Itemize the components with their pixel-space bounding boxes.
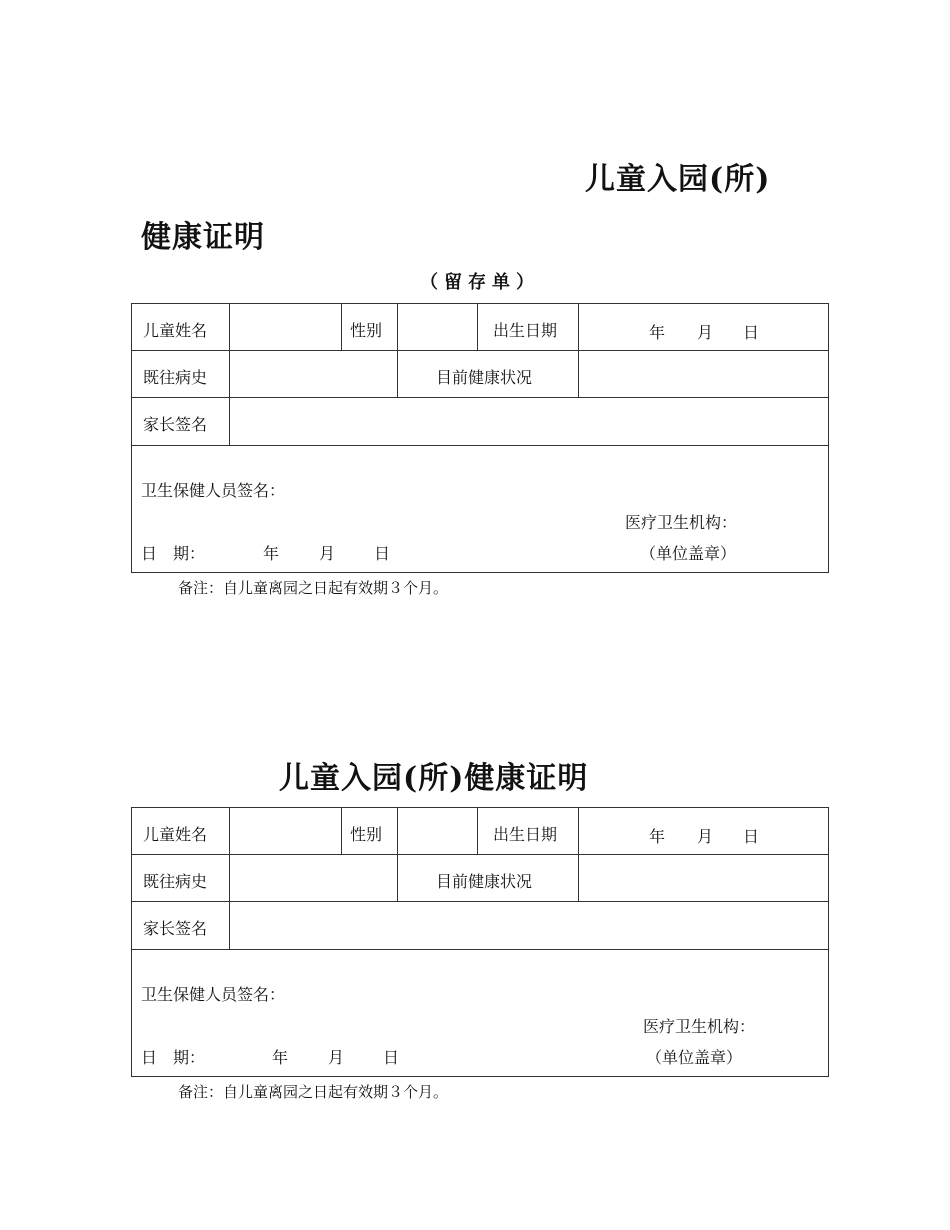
- current-health-label: 目前健康状况: [436, 368, 533, 387]
- stamp-label: （单位盖章）: [640, 544, 737, 563]
- date-year-unit: 年: [272, 1048, 289, 1067]
- date-month-unit: 月: [319, 544, 336, 563]
- col-divider: [578, 303, 579, 397]
- copy1-title-line1: 儿童入园(所): [585, 162, 771, 197]
- birth-day-unit: 日: [743, 827, 760, 846]
- medical-institution-label: 医疗卫生机构：: [625, 513, 738, 532]
- col-divider: [477, 303, 478, 350]
- date-label: 日 期：: [141, 1048, 206, 1067]
- row-divider: [131, 901, 829, 902]
- col-divider: [341, 807, 342, 854]
- date-day-unit: 日: [383, 1048, 400, 1067]
- col-divider: [341, 303, 342, 350]
- health-staff-signature-label: 卫生保健人员签名：: [141, 985, 286, 1004]
- birth-day-unit: 日: [743, 323, 760, 342]
- date-month-unit: 月: [328, 1048, 345, 1067]
- col-divider: [397, 854, 398, 901]
- date-day-unit: 日: [374, 544, 391, 563]
- row-divider: [131, 854, 829, 855]
- validity-note: 备注：自儿童离园之日起有效期３个月。: [178, 579, 449, 597]
- gender-label: 性别: [350, 825, 383, 844]
- date-year-unit: 年: [263, 544, 280, 563]
- birth-month-unit: 月: [697, 323, 714, 342]
- birth-year-unit: 年: [649, 827, 666, 846]
- copy2-title: 儿童入园(所)健康证明: [279, 761, 589, 796]
- child-name-label: 儿童姓名: [143, 321, 208, 340]
- row-divider: [131, 949, 829, 950]
- medical-institution-label: 医疗卫生机构：: [643, 1017, 756, 1036]
- row-divider: [131, 397, 829, 398]
- birth-year-unit: 年: [649, 323, 666, 342]
- copy1-subtitle: （留存单）: [420, 272, 540, 293]
- medical-history-label: 既往病史: [143, 368, 208, 387]
- parent-signature-label: 家长签名: [143, 919, 208, 938]
- current-health-label: 目前健康状况: [436, 872, 533, 891]
- row-divider: [131, 350, 829, 351]
- birth-date-label: 出生日期: [493, 321, 558, 340]
- col-divider: [229, 303, 230, 445]
- validity-note: 备注：自儿童离园之日起有效期３个月。: [178, 1083, 449, 1101]
- date-label: 日 期：: [141, 544, 206, 563]
- col-divider: [397, 303, 398, 350]
- col-divider: [477, 807, 478, 854]
- col-divider: [229, 807, 230, 949]
- medical-history-label: 既往病史: [143, 872, 208, 891]
- birth-month-unit: 月: [697, 827, 714, 846]
- child-name-label: 儿童姓名: [143, 825, 208, 844]
- col-divider: [578, 807, 579, 901]
- col-divider: [397, 807, 398, 854]
- birth-date-label: 出生日期: [493, 825, 558, 844]
- gender-label: 性别: [350, 321, 383, 340]
- col-divider: [397, 350, 398, 397]
- parent-signature-label: 家长签名: [143, 415, 208, 434]
- row-divider: [131, 445, 829, 446]
- health-staff-signature-label: 卫生保健人员签名：: [141, 481, 286, 500]
- copy1-title-line2: 健康证明: [141, 220, 265, 255]
- stamp-label: （单位盖章）: [646, 1048, 743, 1067]
